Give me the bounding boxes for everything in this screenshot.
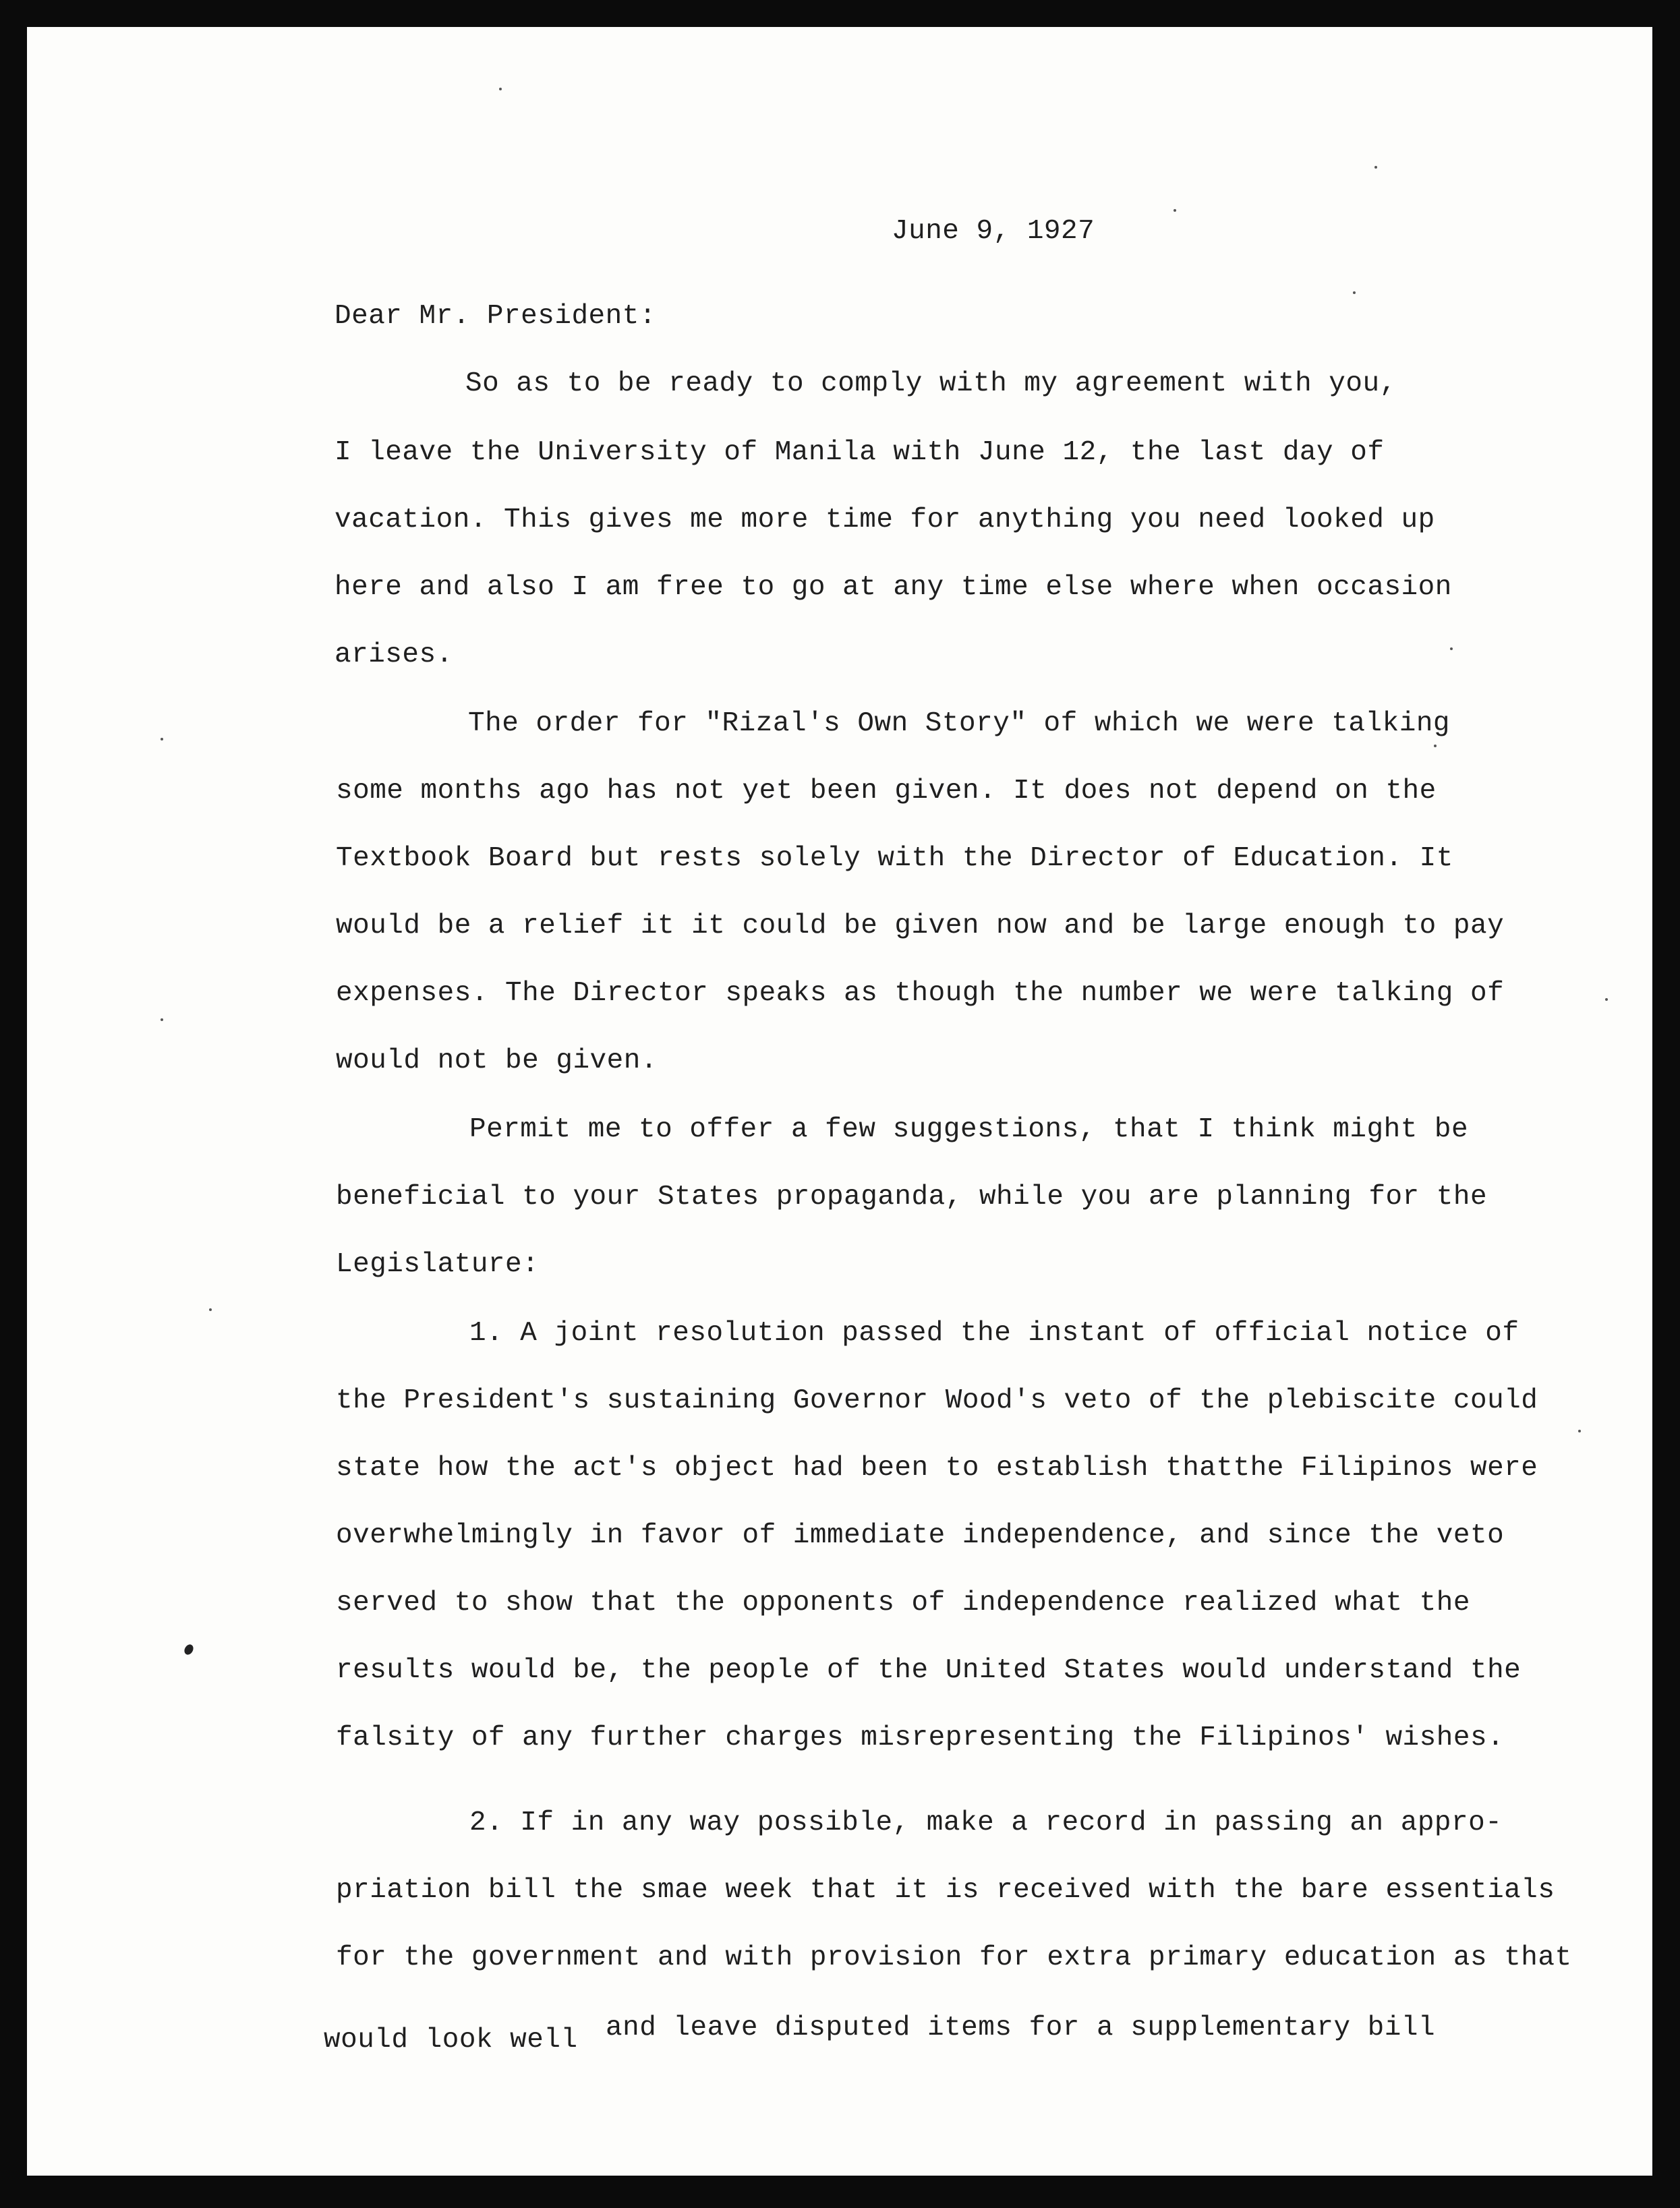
scan-speck: [499, 88, 502, 90]
letter-body: [27, 27, 1652, 2176]
letter-line: arises.: [335, 639, 453, 670]
scan-speck: [161, 1018, 163, 1021]
scan-speck: [1174, 209, 1176, 212]
letter-line: would look well: [324, 2025, 578, 2056]
letter-line: state how the act's object had been to establish thatthe Filipinos were: [336, 1453, 1538, 1484]
letter-line: I leave the University of Manila with June 12, the last day of: [335, 437, 1385, 468]
letter-line: Textbook Board but rests solely with the Director of Education. It: [336, 843, 1453, 874]
letter-page: [27, 27, 1652, 2176]
letter-line: falsity of any further charges misrepresenting the Filipinos' wishes.: [336, 1722, 1505, 1753]
letter-line: some months ago has not yet been given. It does not depend on the: [336, 776, 1437, 807]
letter-line: beneficial to your States propaganda, while you are planning for the: [336, 1182, 1488, 1213]
letter-line: The order for "Rizal's Own Story" of which we were talking: [468, 708, 1451, 739]
scan-speck: [161, 738, 163, 740]
letter-line: would not be given.: [336, 1045, 658, 1076]
letter-line: here and also I am free to go at any time else where when occasion: [335, 572, 1452, 603]
scan-speck: [1374, 166, 1377, 169]
letter-line: Permit me to offer a few suggestions, that I think might be: [469, 1114, 1469, 1145]
scan-speck: [1434, 745, 1437, 747]
scan-speck: [209, 1308, 212, 1311]
letter-line: 1. A joint resolution passed the instant of official notice of: [469, 1318, 1519, 1349]
scan-speck: [1578, 1430, 1581, 1432]
letter-line: served to show that the opponents of independence realized what the: [336, 1588, 1470, 1619]
letter-line: overwhelmingly in favor of immediate independence, and since the veto: [336, 1520, 1505, 1551]
ink-blot: [183, 1643, 195, 1656]
letter-line: results would be, the people of the United States would understand the: [336, 1655, 1522, 1686]
letter-line: for the government and with provision for extra primary education as that: [336, 1942, 1572, 1973]
letter-line: and leave disputed items for a supplementary bill: [606, 2012, 1436, 2043]
letter-line: So as to be ready to comply with my agreement with you,: [465, 368, 1397, 399]
letter-line: priation bill the smae week that it is received with the bare essentials: [336, 1875, 1555, 1906]
letter-line: 2. If in any way possible, make a record in passing an appro-: [469, 1807, 1503, 1838]
scan-speck: [1605, 998, 1608, 1001]
salutation: Dear Mr. President:: [335, 301, 656, 332]
letter-line: vacation. This gives me more time for anything you need looked up: [335, 504, 1435, 535]
scan-speck: [1353, 291, 1356, 294]
letter-line: the President's sustaining Governor Wood's veto of the plebiscite could: [336, 1385, 1538, 1416]
letter-line: would be a relief it it could be given now and be large enough to pay: [336, 910, 1505, 941]
scan-speck: [1450, 647, 1453, 650]
letter-date: June 9, 1927: [892, 216, 1095, 247]
letter-line: expenses. The Director speaks as though the number we were talking of: [336, 978, 1505, 1009]
letter-line: Legislature:: [336, 1249, 540, 1280]
